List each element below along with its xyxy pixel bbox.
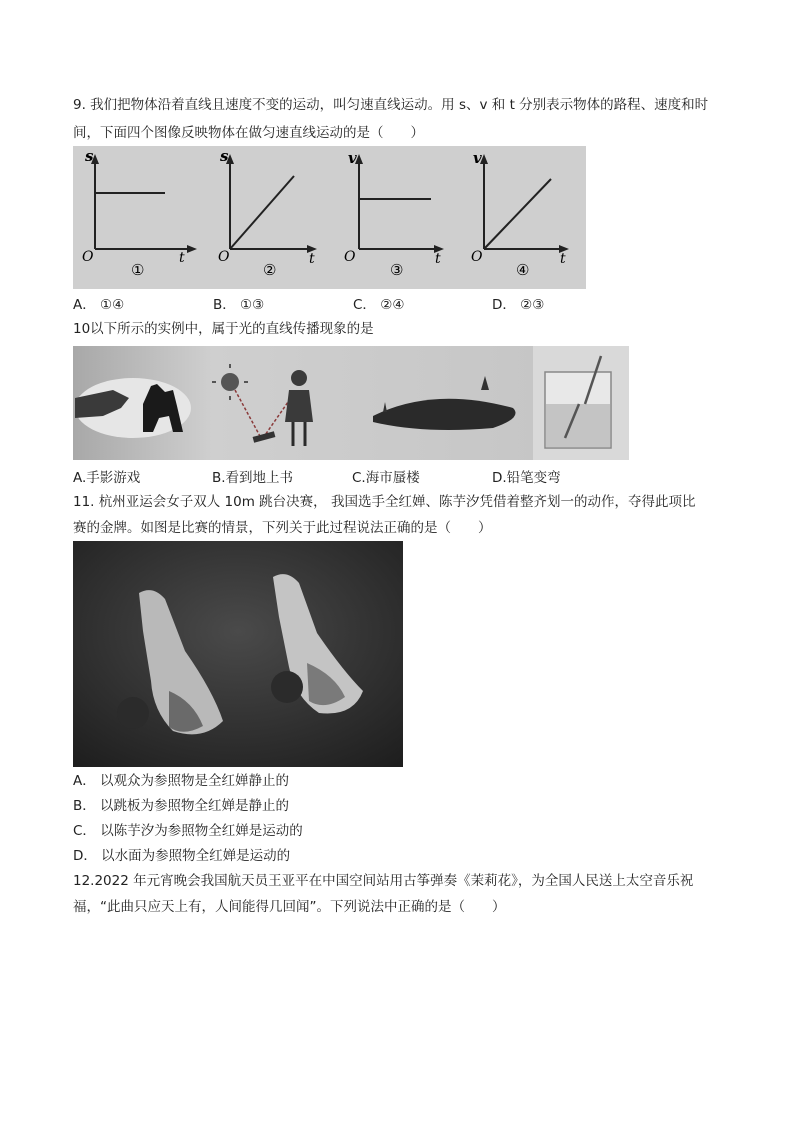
q9-option-d: D． ②③ [492,297,545,313]
q10-caption-b: B.看到地上书 [212,470,294,486]
graph-4-x-label: t [560,251,566,267]
q11-option-b: B． 以跳板为参照物全红婵是静止的 [73,798,290,814]
graph-1 [82,147,197,279]
q9-option-a: A． ①④ [73,297,125,313]
graph-4-number: ④ [516,261,530,279]
q9-option-c: C． ②④ [353,297,405,313]
graph-4 [471,149,569,279]
graph-1-number: ① [131,261,145,279]
q10-caption-a: A.手影游戏 [73,470,141,486]
graph-2-y-label: s [220,147,229,165]
graph-1-y-label: s [85,147,94,165]
q9-graphs-image [73,146,586,289]
q9-stem-line2: 间，下面四个图像反映物体在做匀速直线运动的是（ ） [73,125,424,141]
q12-stem-line2: 福，“此曲只应天上有，人间能得几回闻”。下列说法中正确的是（ ） [73,899,506,915]
q12-stem-line1: 12.2022 年元宵晚会我国航天员王亚平在中国空间站用古筝弹奏《茉莉花》，为全国人民送上太空音乐祝 [73,873,694,889]
graph-4-origin: O [471,249,483,265]
graph-3-y-label: v [348,149,357,167]
graph-3 [344,149,444,279]
graph-1-origin: O [82,249,94,265]
q9-stem-line1: 9. 我们把物体沿着直线且速度不变的运动，叫匀速直线运动。用 s、v 和 t 分别表示物体的路程、速度和时 [73,97,709,113]
q11-stem-line1: 11. 杭州亚运会女子双人 10m 跳台决赛， 我国选手全红婵、陈芋汐凭借着整齐划一的动作，夺得此项比 [73,494,696,510]
graph-4-y-label: v [473,149,482,167]
bent-pencil-picture [533,346,629,460]
graph-2-number: ② [263,261,277,279]
graph-3-number: ③ [390,261,404,279]
q9-option-b: B． ①③ [213,297,265,313]
q10-caption-d: D.铅笔变弯 [492,470,561,486]
q11-option-c: C． 以陈芋汐为参照物全红婵是运动的 [73,823,303,839]
graph-2-origin: O [218,249,230,265]
q11-option-a: A． 以观众为参照物是全红婵静止的 [73,773,290,789]
graph-2 [218,147,317,279]
diving-photo [73,541,403,767]
hand-shadow-picture [75,378,191,438]
q10-caption-c: C.海市蜃楼 [352,470,420,486]
q11-option-d: D． 以水面为参照物全红婵是运动的 [73,848,291,864]
graph-2-x-label: t [309,251,315,267]
graph-3-x-label: t [435,251,441,267]
q10-stem: 10以下所示的实例中，属于光的直线传播现象的是 [73,321,374,337]
q11-stem-line2: 赛的金牌。如图是比赛的情景，下列关于此过程说法正确的是（ ） [73,520,492,536]
graph-3-origin: O [344,249,356,265]
graph-1-x-label: t [179,250,185,266]
q10-images [73,346,629,460]
